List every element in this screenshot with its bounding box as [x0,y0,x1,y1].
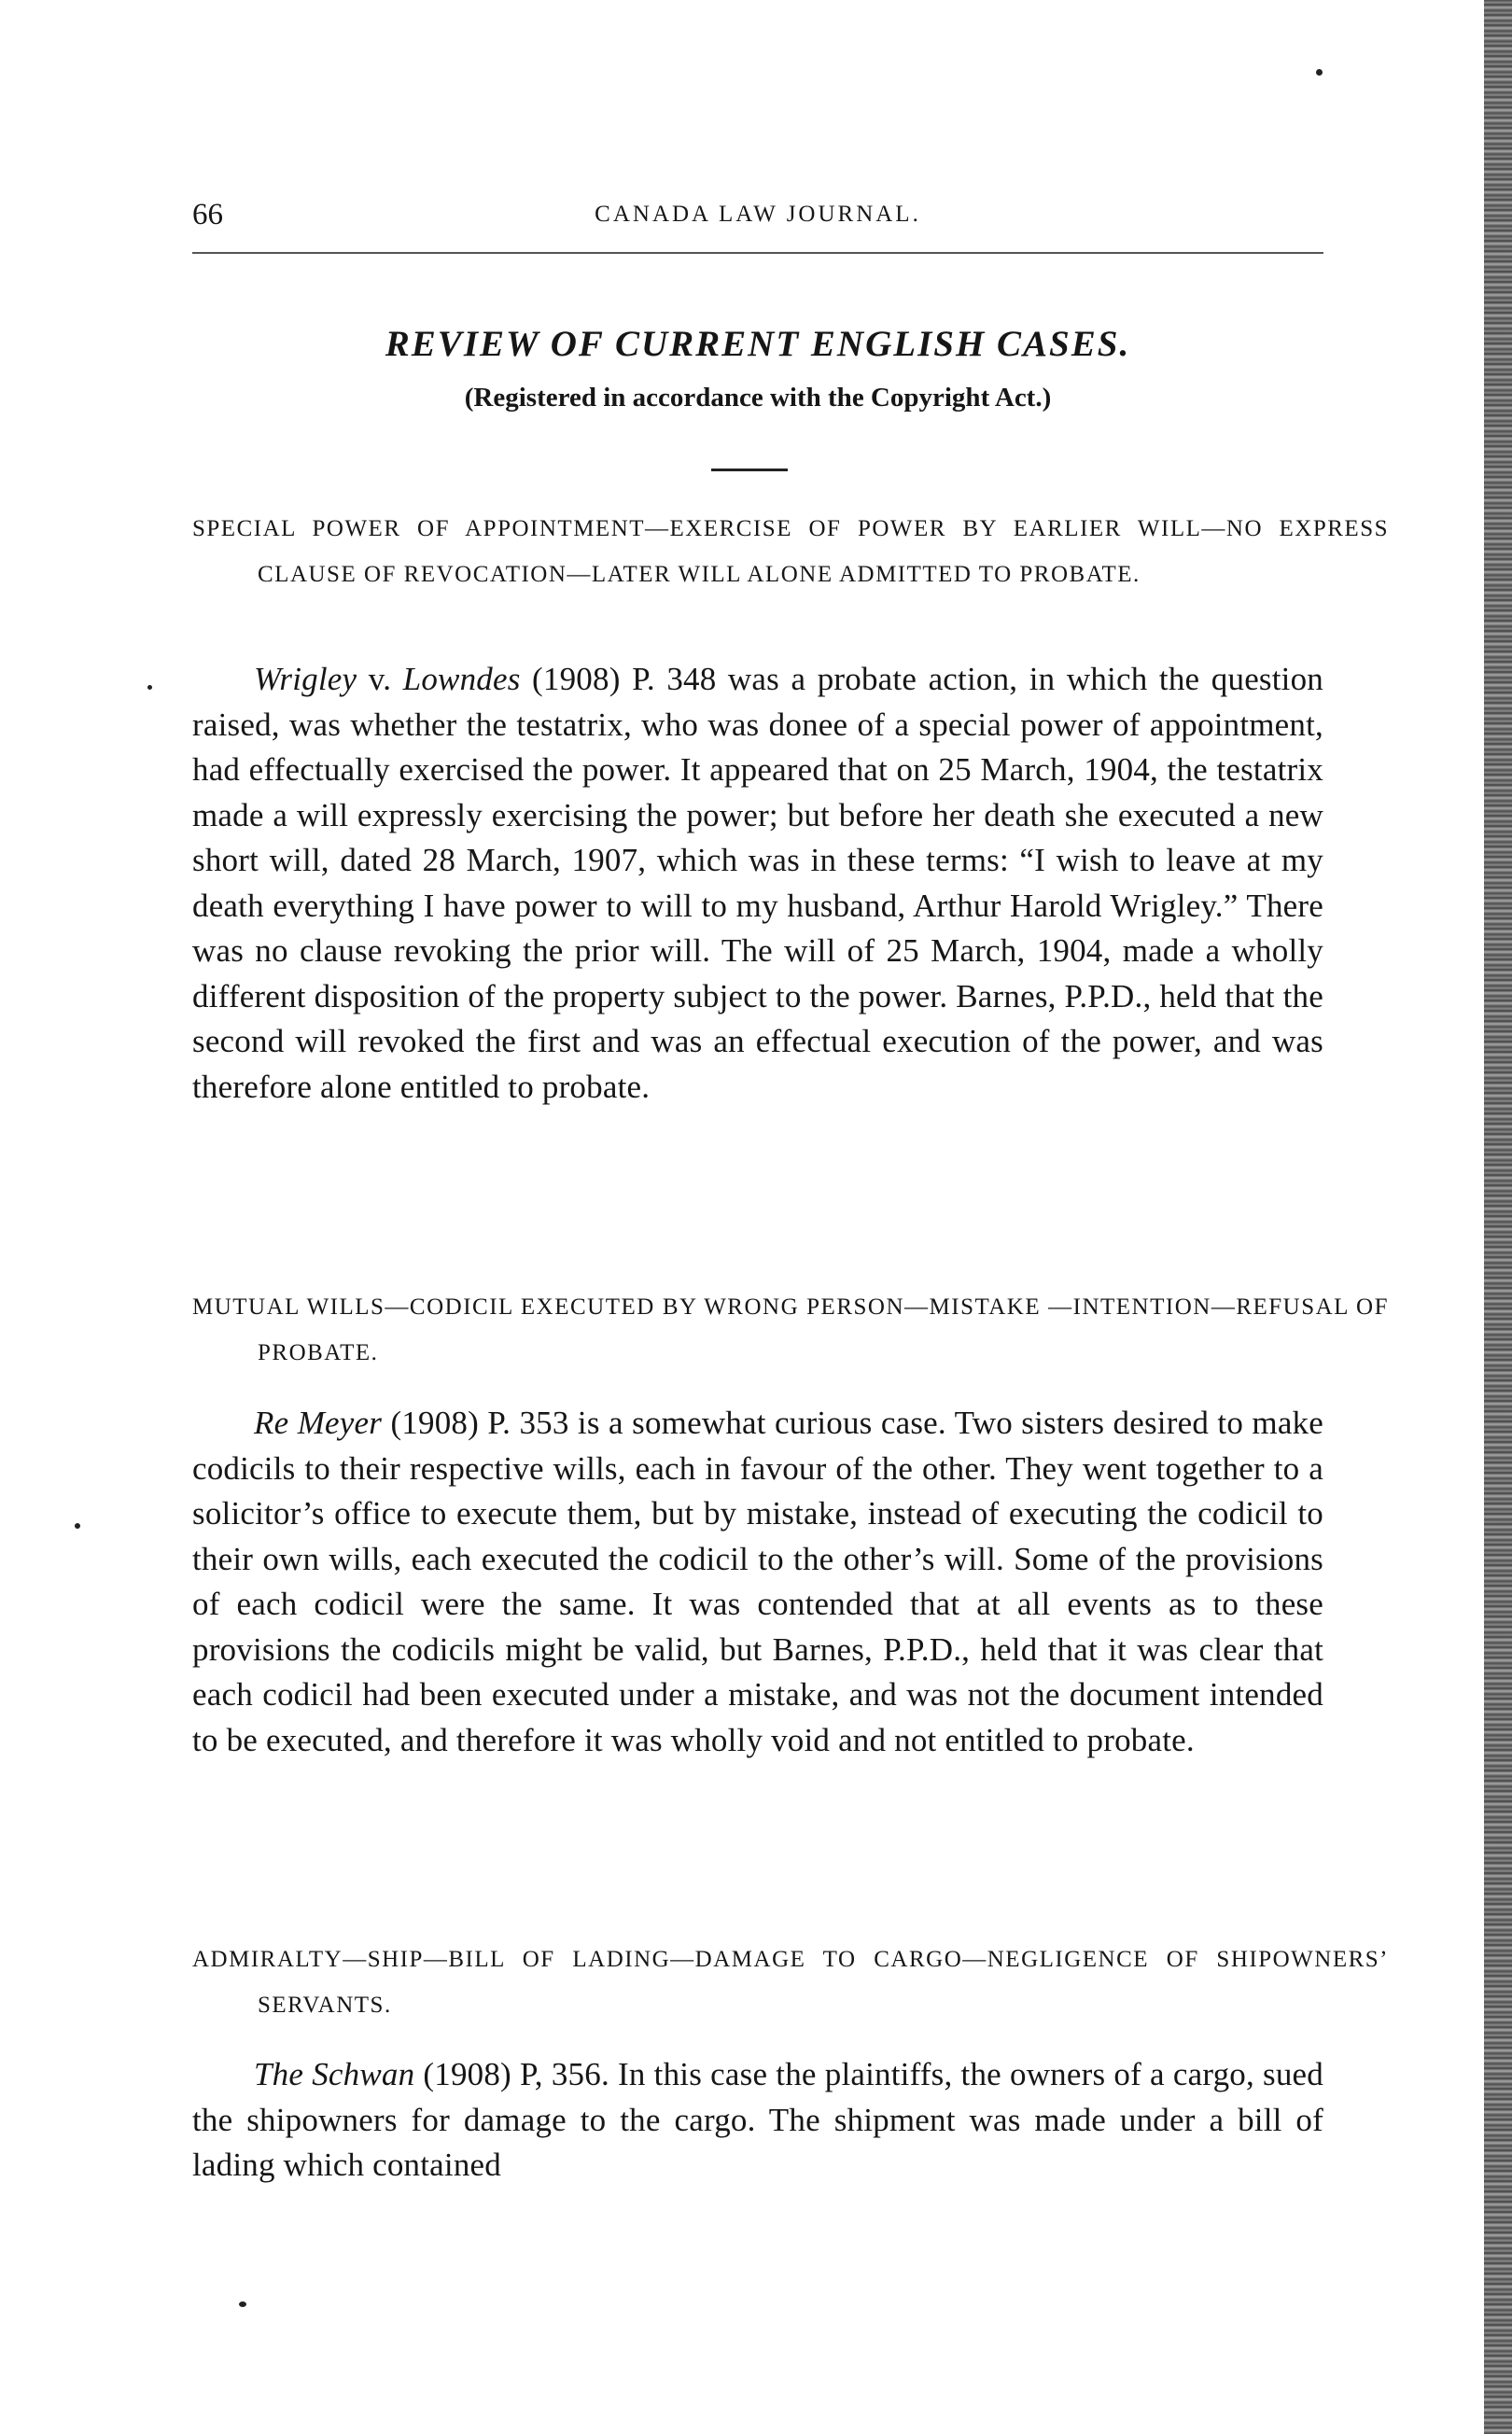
case-paragraph [192,2052,1323,2189]
section-heading: MUTUAL WILLS—CODICIL EXECUTED BY WRONG PERSON—MISTAKE —INTENTION—REFUSAL OF PROBATE. [192,1294,1389,1365]
article-subtitle: (Registered in accordance with the Copyright Act.) [464,383,1052,413]
ink-speck [147,685,152,690]
scanned-page-edge [1484,0,1512,2434]
title-divider [711,469,788,471]
journal-name: CANADA LAW JOURNAL. [595,202,921,227]
case-text: (1908) P, 356. In this case the plaintiffs, the owners of a cargo, sued the shipowners for damage to the cargo. The shipment was made under a bill of lading which contained [192,2056,1323,2183]
case-text: (1908) P. 353 is a somewhat curious case. Two sisters desired to make codicils to their respective wills, each in favour of the other. They went together to a solicitor’s office to execute them, but by mistake, instead of executing the codicil to their own wills, each executed the codicil to the other’s will. Some of the provisions of each codicil were the same. It was contended that at all events as to these provisions the codicils might be valid, but Barnes, P.P.D., held that it was clear that each codicil had been executed under a mistake, and was not the document intended to be executed, and therefore it was wholly void and not entitled to probate. [192,1405,1323,1758]
section-heading: ADMIRALTY—SHIP—BILL OF LADING—DAMAGE TO CARGO—NEGLIGENCE OF SHIPOWNERS’ SERVANTS. [192,1947,1389,2018]
section-heading: SPECIAL POWER OF APPOINTMENT—EXERCISE OF POWER BY EARLIER WILL—NO EXPRESS CLAUSE OF REVOCATION—LATER WILL ALONE ADMITTED TO PROBATE. [192,516,1389,587]
case-party: Lowndes [402,661,521,697]
case-paragraph [192,1401,1323,1763]
article-title: REVIEW OF CURRENT ENGLISH CASES. [385,324,1131,364]
ink-speck [75,1523,80,1529]
case-paragraph [192,657,1323,1110]
ink-speck [239,2301,246,2307]
case-name: Re Meyer [254,1405,383,1441]
header-rule [192,252,1323,254]
case-name: The Schwan [254,2056,415,2092]
case-name: Wrigley [254,661,357,697]
ink-speck [1316,69,1323,76]
running-head [192,198,1323,241]
page-number: 66 [192,198,223,231]
case-versus: v. [357,661,403,697]
case-text: (1908) P. 348 was a probate action, in which the question raised, was whether the testatrix, who was donee of a special power of appointment, had effectually exercised the power. It appeared that on 25 March, 1904, the testatrix made a will expressly exercising the power; but before her death she executed a new short will, dated 28 March, 1907, which was in these terms: “I wish to leave at my death everything I have power to will to my husband, Arthur Harold Wrigley.” There was no clause revoking the prior will. The will of 25 March, 1904, made a wholly different disposition of the property subject to the power. Barnes, P.P.D., held that the second will revoked the first and was an effectual execution of the power, and was therefore alone entitled to probate. [192,661,1323,1105]
